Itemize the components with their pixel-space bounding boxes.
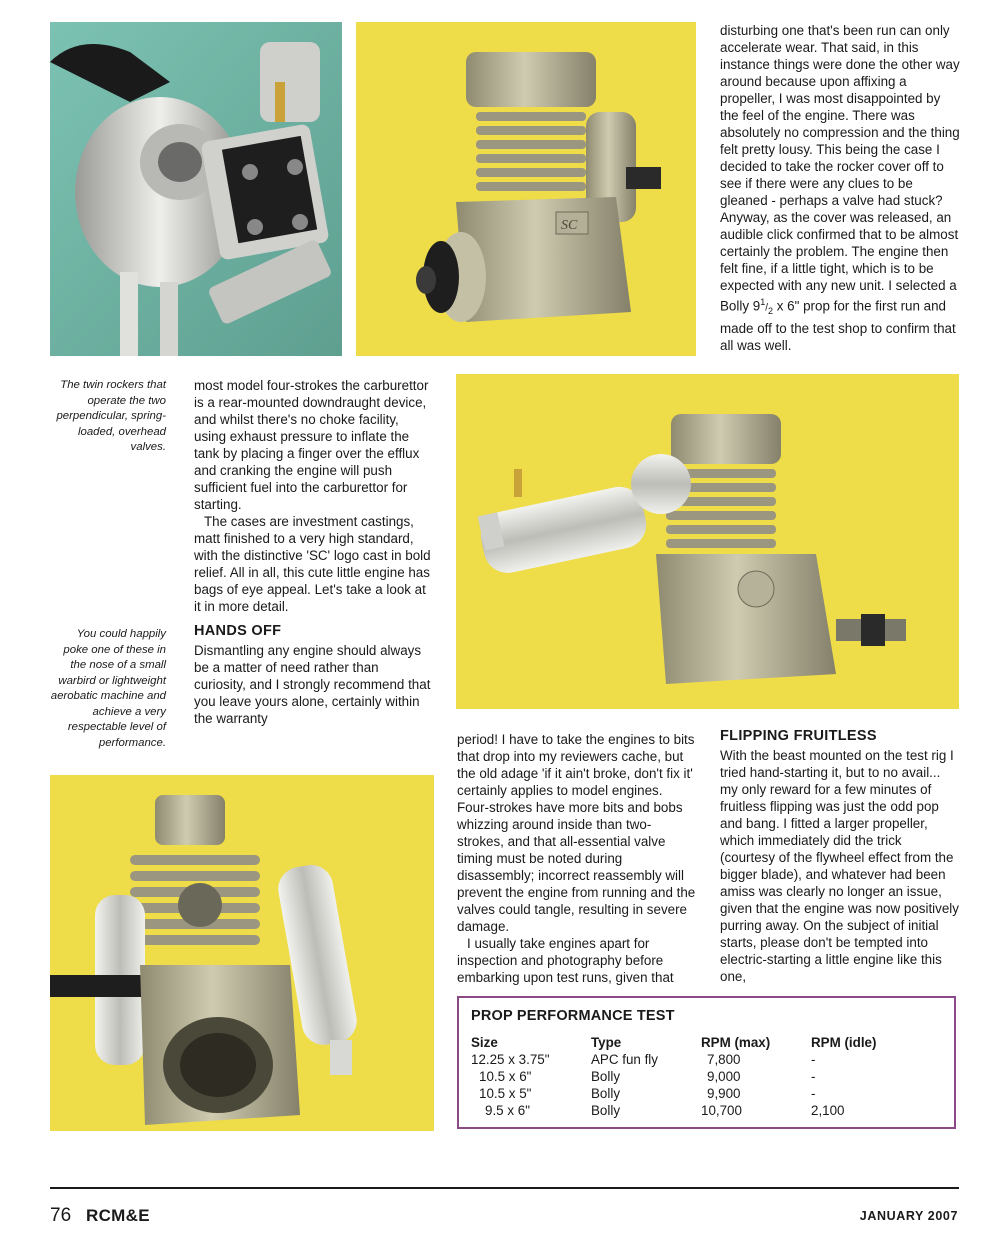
table-cell: Bolly bbox=[591, 1069, 621, 1084]
caption-rockers: The twin rockers that operate the two perpendicular, spring-loaded, overhead valves. bbox=[56, 379, 166, 453]
table-cell: - bbox=[811, 1069, 816, 1084]
table-cell: 9.5 x 6" bbox=[485, 1103, 530, 1118]
paragraph bbox=[720, 22, 960, 354]
paragraph: The cases are investment castings, matt finished to a very high standard, with the distinctive 'SC' logo cast in bold relief. All in all, this cute little engine has bags of eye appeal. Let's take a look at it in more detail. bbox=[194, 514, 431, 614]
column-header: Size bbox=[471, 1035, 498, 1050]
table-cell: 9,900 bbox=[707, 1086, 741, 1101]
column-lower-middle bbox=[457, 731, 697, 986]
table-cell: - bbox=[811, 1086, 816, 1101]
table-row bbox=[471, 1068, 931, 1085]
paragraph: period! I have to take the engines to bits that drop into my reviewers cache, but the old adage 'if it ain't broke, don't fix it' certainly applies to model engines. Four-strokes have more bits and bobs whizzing around inside than two-strokes, and that all-essential valve timing must be noted during disassembly; incorrect reassembly will prevent the engine from running and the valves could tangle, resulting in severe damage. bbox=[457, 732, 696, 934]
magazine-name: RCM&E bbox=[86, 1206, 150, 1225]
column-middle-left bbox=[194, 377, 434, 727]
heading-hands-off: HANDS OFF bbox=[194, 623, 282, 639]
engine-side-photo bbox=[456, 374, 959, 709]
table-cell: 7,800 bbox=[707, 1052, 741, 1067]
heading-flipping-fruitless: FLIPPING FRUITLESS bbox=[720, 728, 877, 744]
caption-warbird: You could happily poke one of these in the nose of a small warbird or lightweight aerobatic machine and achieve a very respectable level of performance. bbox=[50, 628, 166, 749]
table-cell: - bbox=[811, 1052, 816, 1067]
paragraph: Dismantling any engine should always be a matter of need rather than curiosity, and I strongly recommend that you leave yours alone, certainly within the warranty bbox=[194, 643, 431, 726]
paragraph: With the beast mounted on the test rig I tried hand-starting it, but to no avail... my only reward for a few minutes of fruitless flipping was just the odd pop and bang. I fitted a larger propeller, which immediately did the trick (courtesy of the flywheel effect from the bigger blade), and whatever had been amiss was clearly no longer an issue, given that the engine was now positively purring away. On the subject of initial starts, please don't be tempted into electric-starting a little engine like this one, bbox=[720, 748, 959, 984]
table-cell: 2,100 bbox=[811, 1103, 845, 1118]
table-cell: APC fun fly bbox=[591, 1052, 658, 1067]
prop-fraction-num: 1 bbox=[760, 297, 766, 307]
engine-with-silencer-icon bbox=[456, 374, 959, 709]
column-header: RPM (idle) bbox=[811, 1035, 877, 1050]
engine-rear-photo bbox=[50, 775, 434, 1131]
rocker-closeup-photo bbox=[50, 22, 342, 356]
table-cell: 10,700 bbox=[701, 1103, 742, 1118]
table-row bbox=[471, 1102, 931, 1119]
engine-front-photo bbox=[356, 22, 696, 356]
column-lower-right bbox=[720, 722, 960, 985]
column-top-right bbox=[720, 22, 960, 354]
column-header: Type bbox=[591, 1035, 622, 1050]
table-cell: 12.25 x 3.75" bbox=[471, 1052, 550, 1067]
column-header: RPM (max) bbox=[701, 1035, 771, 1050]
table-row bbox=[471, 1051, 931, 1068]
paragraph: I usually take engines apart for inspection and photography before embarking upon test runs, given that bbox=[457, 936, 674, 985]
table-cell: 9,000 bbox=[707, 1069, 741, 1084]
paragraph-text: disturbing one that's been run can only accelerate wear. That said, in this instance things were done the other way around because upon affixing a propeller, I was most disappointed by the feel of the engine. There was absolutely no compression and the thing felt pretty lousy. This being the case I decided to take the rocker cover off to see if there were any clues to be gleaned - perhaps a valve had stuck? Anyway, as the cover was released, an audible click confirmed that to be almost certainly the problem. The engine then felt fine, if a little tight, which is to be expected with any new unit. I selected a Bolly bbox=[720, 23, 960, 314]
table-cell: Bolly bbox=[591, 1103, 621, 1118]
paragraph-text-end: x 6" prop for the first run and made off to the test shop to confirm that all was well. bbox=[720, 298, 956, 354]
prop-performance-box bbox=[457, 996, 956, 1129]
table-row bbox=[471, 1085, 931, 1102]
engine-rocker-closeup-icon bbox=[50, 22, 342, 356]
prop-table-title: PROP PERFORMANCE TEST bbox=[471, 1008, 675, 1024]
table-header-row bbox=[471, 1034, 931, 1051]
engine-rear-view-icon bbox=[50, 775, 434, 1131]
prop-size-whole: 9 bbox=[752, 298, 761, 314]
table-cell: 10.5 x 6" bbox=[479, 1069, 532, 1084]
footer-rule bbox=[50, 1187, 959, 1189]
page-number: 76 bbox=[50, 1205, 72, 1226]
fraction-slash: / bbox=[765, 302, 769, 314]
svg-text:SC: SC bbox=[561, 218, 578, 233]
table-cell: Bolly bbox=[591, 1086, 621, 1101]
prop-table bbox=[471, 1034, 931, 1119]
table-cell: 10.5 x 5" bbox=[479, 1086, 532, 1101]
engine-with-sc-logo-icon bbox=[356, 22, 696, 356]
prop-fraction-den: 2 bbox=[768, 306, 774, 317]
paragraph: most model four-strokes the carburettor is a rear-mounted downdraught device, and whilst there's no choke facility, using exhaust pressure to inflate the tank by placing a finger over the efflux and cranking the engine will push sufficient fuel into the carburettor for starting. bbox=[194, 378, 429, 512]
issue-date: JANUARY 2007 bbox=[859, 1209, 958, 1223]
